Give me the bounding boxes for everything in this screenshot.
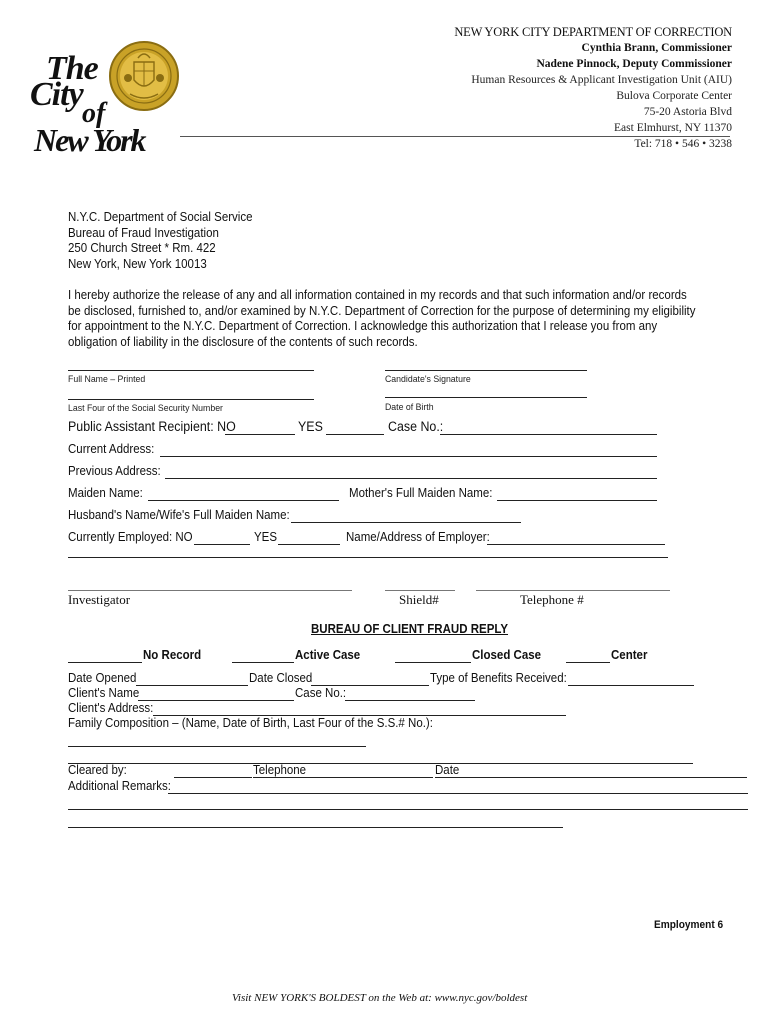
remarks-line-2[interactable] — [68, 809, 748, 810]
building-name: Bulova Corporate Center — [616, 90, 732, 102]
currently-employed-label: Currently Employed: NO — [68, 530, 193, 544]
case-no-line[interactable] — [440, 434, 657, 435]
logo-line-new-york: New York — [34, 122, 145, 158]
dob-line[interactable] — [385, 397, 587, 398]
address-line: New York, New York 10013 — [68, 256, 207, 271]
date-opened-label: Date Opened — [68, 671, 137, 685]
employed-yes-label: YES — [254, 530, 278, 544]
family-line-2[interactable] — [68, 763, 693, 764]
cleared-telephone-label: Telephone — [253, 763, 307, 777]
benefits-label: Type of Benefits Received: — [430, 671, 567, 685]
logo-line-of: of — [82, 98, 106, 129]
shield-label: Shield# — [399, 592, 439, 607]
full-name-label: Full Name – Printed — [68, 374, 146, 385]
previous-address-line[interactable] — [165, 478, 657, 479]
header-divider — [180, 136, 730, 137]
family-line-1[interactable] — [68, 746, 366, 747]
candidate-signature-label: Candidate's Signature — [385, 374, 471, 385]
public-assistant-yes-label: YES — [298, 419, 323, 434]
logo-line-city: City — [30, 76, 83, 113]
ssn-line[interactable] — [68, 399, 314, 400]
cleared-telephone-line[interactable] — [253, 777, 433, 778]
additional-remarks-label: Additional Remarks: — [68, 779, 171, 793]
cleared-by-line[interactable] — [174, 777, 252, 778]
authorization-paragraph: I hereby authorize the release of any and all information contained in my records and that such information and/or records be disclosed, furnished to, and/or examined by N.Y.C. Department of Correction for the purpose of determining my eligibility for appointment to the N.Y.C. Department of Correction. I acknowledge this authorization that I release you from any obligation of liability in the disclosure of the contents of such records. — [68, 288, 696, 349]
employed-no-line[interactable] — [194, 544, 250, 545]
cleared-date-line[interactable] — [435, 777, 747, 778]
remarks-line-1[interactable] — [168, 793, 748, 794]
clients-name-line[interactable] — [138, 700, 294, 701]
active-case-label: Active Case — [295, 648, 361, 662]
street-address: 75-20 Astoria Blvd — [643, 106, 732, 118]
address-line: 250 Church Street * Rm. 422 — [68, 241, 216, 255]
remarks-line-3[interactable] — [68, 827, 563, 828]
dob-label: Date of Birth — [385, 402, 434, 413]
full-name-line[interactable] — [68, 370, 314, 371]
investigator-line[interactable] — [68, 590, 352, 591]
clients-name-label: Client's Name — [68, 686, 140, 700]
date-closed-label: Date Closed — [249, 671, 313, 685]
mothers-maiden-line[interactable] — [497, 500, 657, 501]
address-line: N.Y.C. Department of Social Service — [68, 210, 253, 224]
address-line: Bureau of Fraud Investigation — [68, 225, 219, 240]
city-logo — [30, 50, 180, 162]
department-name: NEW YORK CITY DEPARTMENT OF CORRECTION — [454, 25, 732, 39]
investigator-telephone-line[interactable] — [476, 590, 670, 591]
maiden-name-line[interactable] — [148, 500, 339, 501]
center-label: Center — [611, 648, 648, 662]
commissioner: Cynthia Brann, Commissioner — [581, 42, 732, 54]
date-opened-line[interactable] — [136, 685, 248, 686]
maiden-name-label: Maiden Name: — [68, 486, 143, 500]
logo-line-the: The — [46, 50, 98, 87]
cleared-by-label: Cleared by: — [68, 763, 127, 777]
unit-name: Human Resources & Applicant Investigation Unit (AIU) — [471, 74, 732, 86]
cleared-date-label: Date — [435, 763, 460, 777]
employer-line[interactable] — [487, 544, 665, 545]
reply-case-no-label: Case No.: — [295, 686, 347, 700]
deputy-commissioner: Nadene Pinnock, Deputy Commissioner — [536, 58, 732, 70]
mothers-maiden-label: Mother's Full Maiden Name: — [349, 486, 493, 500]
spouse-maiden-line[interactable] — [291, 522, 521, 523]
public-assistant-label: Public Assistant Recipient: NO — [68, 419, 236, 434]
investigator-label: Investigator — [68, 592, 131, 607]
shield-line[interactable] — [385, 590, 455, 591]
public-assistant-no-line[interactable] — [225, 434, 295, 435]
previous-address-label: Previous Address: — [68, 464, 161, 478]
department-header — [454, 24, 732, 152]
active-case-line[interactable] — [232, 662, 294, 663]
current-address-line[interactable] — [160, 456, 657, 457]
center-line[interactable] — [566, 662, 610, 663]
employer-line-2[interactable] — [68, 557, 668, 558]
website-footer: Visit NEW YORK'S BOLDEST on the Web at: www.nyc.gov/boldest — [232, 992, 528, 1004]
closed-case-line[interactable] — [395, 662, 471, 663]
candidate-signature-line[interactable] — [385, 370, 587, 371]
employed-yes-line[interactable] — [278, 544, 340, 545]
investigator-telephone-label: Telephone # — [520, 592, 584, 607]
clients-address-label: Client's Address: — [68, 701, 154, 715]
no-record-label: No Record — [143, 648, 202, 662]
closed-case-label: Closed Case — [472, 648, 542, 662]
reply-case-no-line[interactable] — [345, 700, 475, 701]
family-composition-label: Family Composition – (Name, Date of Birth, Last Four of the S.S.# No.): — [68, 716, 433, 730]
spouse-maiden-label: Husband's Name/Wife's Full Maiden Name: — [68, 508, 290, 522]
current-address-label: Current Address: — [68, 442, 155, 456]
employer-label: Name/Address of Employer: — [346, 530, 490, 544]
form-id: Employment 6 — [654, 919, 724, 931]
public-assistant-yes-line[interactable] — [326, 434, 384, 435]
ssn-label: Last Four of the Social Security Number — [68, 403, 223, 414]
recipient-address — [68, 210, 253, 272]
case-no-label: Case No.: — [388, 419, 444, 434]
telephone: Tel: 718 • 546 • 3238 — [634, 138, 732, 150]
no-record-line[interactable] — [68, 662, 142, 663]
city-address: East Elmhurst, NY 11370 — [614, 122, 732, 134]
benefits-line[interactable] — [568, 685, 694, 686]
reply-title: BUREAU OF CLIENT FRAUD REPLY — [311, 622, 509, 636]
